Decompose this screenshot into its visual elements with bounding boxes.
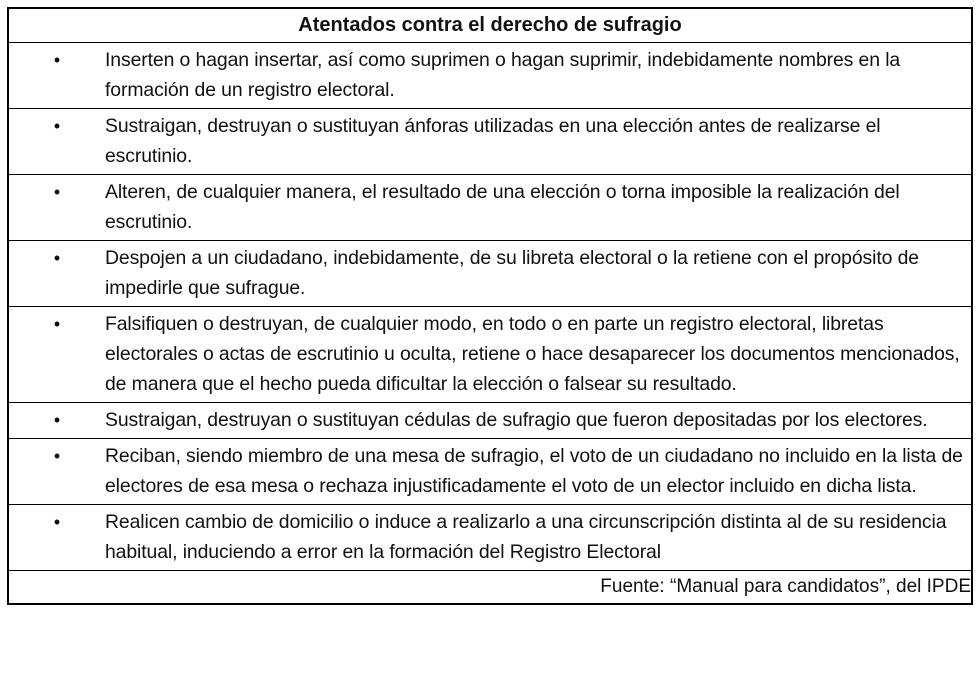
table-row [8, 109, 972, 175]
offenses-table [7, 7, 973, 605]
table-row [8, 43, 972, 109]
list-item: Falsifiquen o destruyan, de cualquier modo, en todo o en parte un registro electoral, libretas electorales o actas de escrutinio u oculta, retiene o hace desaparecer los documentos mencionados, de manera que el hecho pueda dificultar la elección o falsear su resultado. [105, 313, 960, 395]
bullet-icon: • [53, 182, 61, 202]
bullet-icon: • [53, 248, 61, 268]
table-header-row [8, 8, 972, 43]
list-item: Sustraigan, destruyan o sustituyan ánforas utilizadas en una elección antes de realizarse el escrutinio. [105, 115, 881, 167]
bullet-icon: • [53, 446, 61, 466]
list-item: Alteren, de cualquier manera, el resultado de una elección o torna imposible la realización del escrutinio. [105, 181, 900, 233]
bullet-icon: • [53, 410, 61, 430]
bullet-icon: • [53, 50, 61, 70]
list-item: Despojen a un ciudadano, indebidamente, de su libreta electoral o la retiene con el propósito de impedirle que sufrague. [105, 247, 919, 299]
bullet-icon: • [53, 314, 61, 334]
list-item: Realicen cambio de domicilio o induce a realizarlo a una circunscripción distinta al de su residencia habitual, induciendo a error en la formación del Registro Electoral [105, 511, 947, 563]
bullet-icon: • [53, 116, 61, 136]
table-row [8, 505, 972, 571]
bullet-icon: • [53, 512, 61, 532]
table-row [8, 307, 972, 403]
table-row [8, 403, 972, 439]
table-title: Atentados contra el derecho de sufragio [8, 8, 972, 43]
table-row [8, 175, 972, 241]
list-item: Inserten o hagan insertar, así como suprimen o hagan suprimir, indebidamente nombres en la formación de un registro electoral. [105, 49, 901, 101]
list-item: Sustraigan, destruyan o sustituyan cédulas de sufragio que fueron depositadas por los electores. [105, 409, 928, 431]
table-row [8, 241, 972, 307]
list-item: Reciban, siendo miembro de una mesa de sufragio, el voto de un ciudadano no incluido en la lista de electores de esa mesa o rechaza injustificadamente el voto de un elector incluido en dicha lista. [105, 445, 963, 497]
table-row [8, 439, 972, 505]
source-row [8, 571, 972, 605]
source-note: Fuente: “Manual para candidatos”, del IPDE [8, 571, 972, 605]
